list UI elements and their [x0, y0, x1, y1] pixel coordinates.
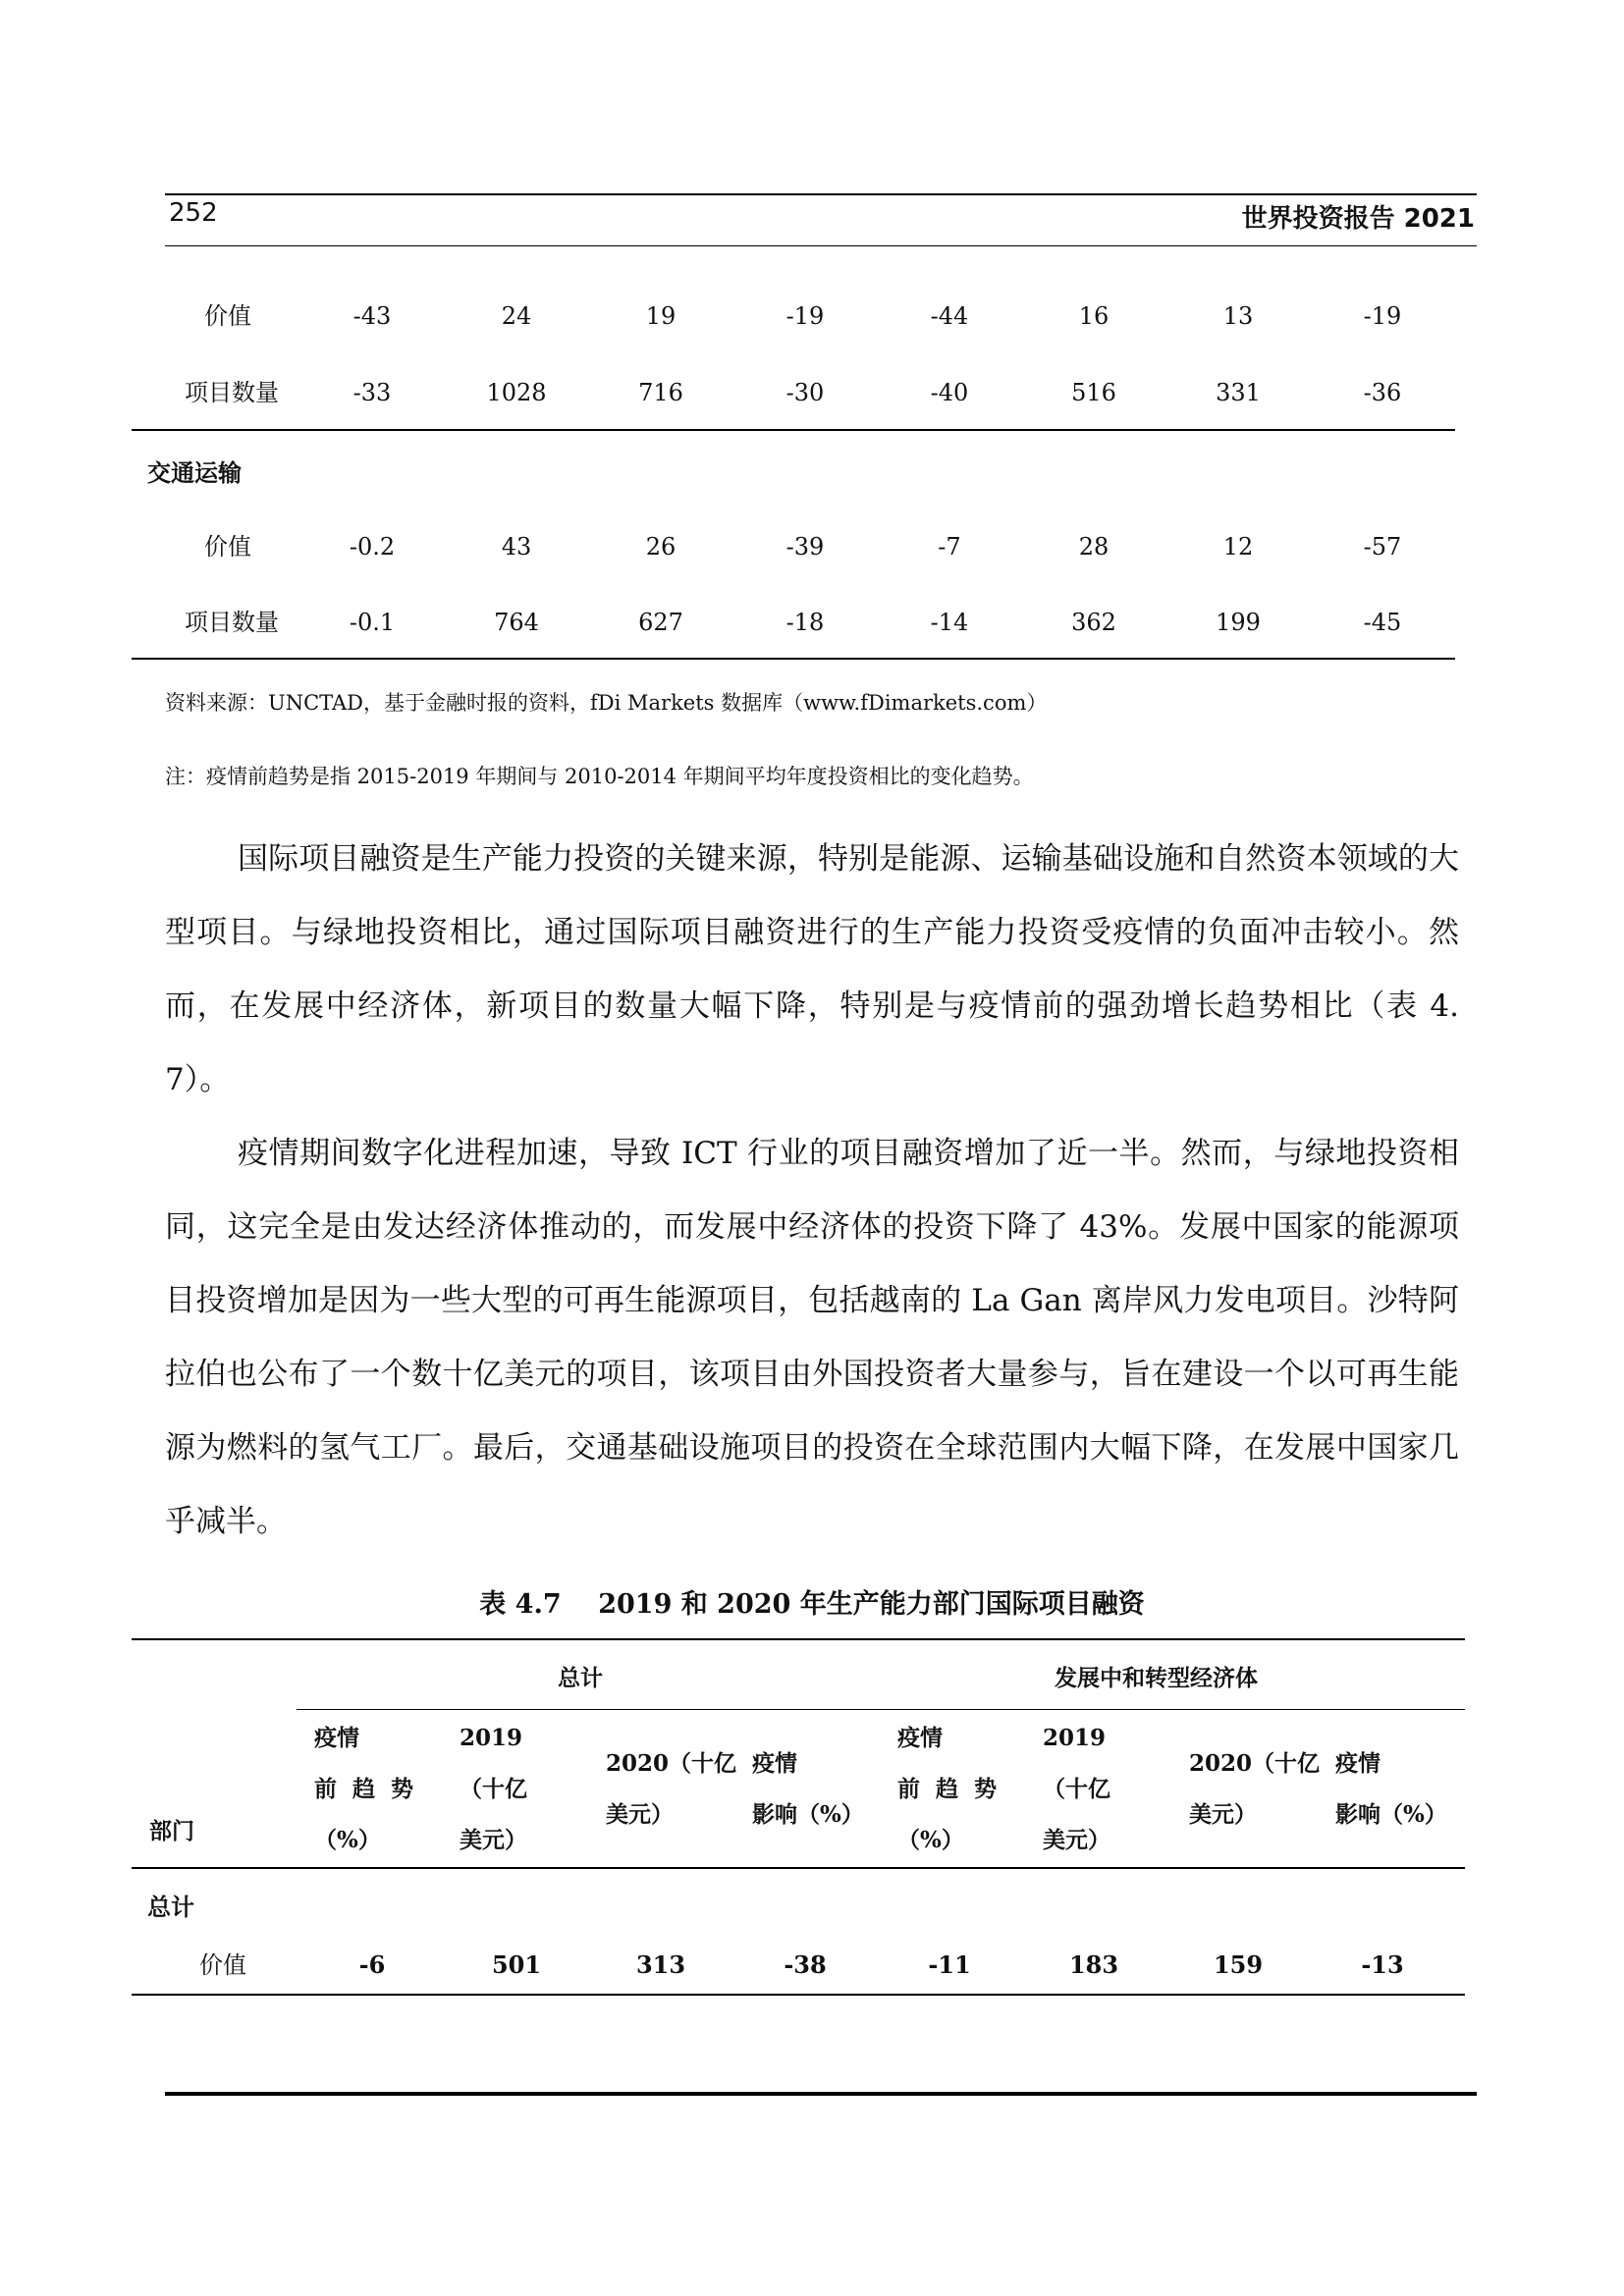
table-cell: 183 — [1068, 1950, 1119, 1979]
source-note: 资料来源：UNCTAD，基于金融时报的资料，fDi Markets 数据库（www.fDimarkets.com） — [165, 691, 1048, 715]
table-cell: -30 — [785, 379, 825, 406]
table-cell: -45 — [1363, 609, 1402, 636]
table-bottom-rule — [132, 658, 1455, 660]
table-cell: 159 — [1213, 1950, 1264, 1979]
row-label: 价值 — [199, 1951, 246, 1979]
table-cell: -13 — [1361, 1950, 1404, 1979]
table-cell: -38 — [784, 1950, 827, 1979]
table-cell: 331 — [1216, 379, 1261, 406]
page-number: 252 — [169, 198, 218, 228]
table-cell: 12 — [1222, 533, 1254, 561]
table-cell: 627 — [638, 609, 683, 636]
header-bottom-rule — [165, 245, 1477, 246]
col-header-trend: 疫情 前 趋 势 （%） — [314, 1725, 414, 1853]
table-cell: -57 — [1363, 533, 1402, 561]
table-caption: 表 4.7 2019 和 2020 年生产能力部门国际项目融资 — [479, 1589, 1145, 1620]
row-label: 价值 — [204, 533, 251, 561]
col-header-sector: 部门 — [149, 1818, 194, 1844]
running-title: 世界投资报告 2021 — [1241, 204, 1475, 234]
table-row — [0, 294, 1624, 338]
table-cell: -40 — [930, 379, 969, 406]
table-cell: -39 — [785, 533, 825, 561]
table-cell: -19 — [785, 302, 825, 330]
table-cell: 313 — [635, 1950, 686, 1979]
table-cell: 16 — [1078, 302, 1110, 330]
table-cell: -33 — [352, 379, 392, 406]
table-cell: 24 — [501, 302, 532, 330]
table-cell: -44 — [930, 302, 969, 330]
body-text — [165, 823, 1459, 1559]
table-cell: -36 — [1363, 379, 1402, 406]
table-cell: 28 — [1078, 533, 1110, 561]
section-label: 交通运输 — [147, 459, 242, 487]
col-header-2020: 2020（十亿 美元） — [1189, 1750, 1321, 1828]
col-header-2019: 2019 （十亿 美元） — [460, 1725, 527, 1853]
table-row — [0, 601, 1624, 644]
section-label: 总计 — [147, 1894, 194, 1921]
table-rule — [132, 429, 1455, 431]
table-cell: 19 — [645, 302, 677, 330]
col-header-impact: 疫情 影响（%） — [1335, 1750, 1447, 1828]
table-cell: -18 — [785, 609, 825, 636]
group-rule — [297, 1709, 1465, 1710]
table-row — [0, 1944, 1624, 1987]
table-top-rule — [132, 1638, 1465, 1640]
table-row — [0, 525, 1624, 568]
table-cell: 1028 — [486, 379, 547, 406]
table-cell: -6 — [358, 1950, 386, 1979]
row-label: 项目数量 — [185, 609, 279, 636]
table-cell: 516 — [1071, 379, 1116, 406]
footnote: 注：疫情前趋势是指 2015-2019 年期间与 2010-2014 年期间平均年度投资相比的变化趋势。 — [165, 765, 1034, 788]
table-cell: -7 — [938, 533, 961, 561]
table-cell: -0.2 — [349, 533, 396, 561]
paragraph: 国际项目融资是生产能力投资的关键来源，特别是能源、运输基础设施和自然资本领域的大型项目。与绿地投资相比，通过国际项目融资进行的生产能力投资受疫情的负面冲击较小。然而，在发展中经济体，新项目的数量大幅下降，特别是与疫情前的强劲增长趋势相比（表 4. 7）。 — [165, 841, 1459, 1097]
table-cell: -14 — [930, 609, 969, 636]
col-header-2019: 2019 （十亿 美元） — [1043, 1725, 1110, 1853]
header-rule — [132, 1867, 1465, 1869]
group-header-total: 总计 — [558, 1665, 603, 1691]
row-label: 项目数量 — [185, 379, 279, 406]
table-cell: -11 — [928, 1950, 971, 1979]
paragraph: 疫情期间数字化进程加速，导致 ICT 行业的项目融资增加了近一半。然而，与绿地投资相同，这完全是由发达经济体推动的，而发展中经济体的投资下降了 43%。发展中国家的能源项目投资增加是因为一些大型的可再生能源项目，包括越南的 La Gan 离岸风力发电项目。沙特阿拉伯也公布了一个数十亿美元的项目，该项目由外国投资者大量参与，旨在建设一个以可再生能源为燃料的氢气工厂。最后，交通基础设施项目的投资在全球范围内大幅下降，在发展中国家几乎减半。 — [165, 1136, 1459, 1539]
row-label: 价值 — [204, 302, 251, 330]
table-cell: 43 — [501, 533, 532, 561]
group-header-developing: 发展中和转型经济体 — [1055, 1665, 1258, 1691]
col-header-trend: 疫情 前 趋 势 （%） — [897, 1725, 998, 1853]
table-row — [0, 371, 1624, 414]
table-cell: 26 — [645, 533, 677, 561]
table-bottom-rule — [132, 1994, 1465, 1996]
footer-rule — [165, 2092, 1477, 2096]
col-header-impact: 疫情 影响（%） — [752, 1750, 864, 1828]
table-cell: 716 — [638, 379, 683, 406]
table-cell: 764 — [494, 609, 539, 636]
table-cell: -0.1 — [349, 609, 396, 636]
table-cell: 13 — [1222, 302, 1254, 330]
table-cell: -19 — [1363, 302, 1402, 330]
header-top-rule — [165, 193, 1477, 195]
col-header-2020: 2020（十亿 美元） — [606, 1750, 737, 1828]
table-cell: 199 — [1216, 609, 1261, 636]
table-cell: -43 — [352, 302, 392, 330]
table-cell: 362 — [1071, 609, 1116, 636]
table-cell: 501 — [491, 1950, 542, 1979]
